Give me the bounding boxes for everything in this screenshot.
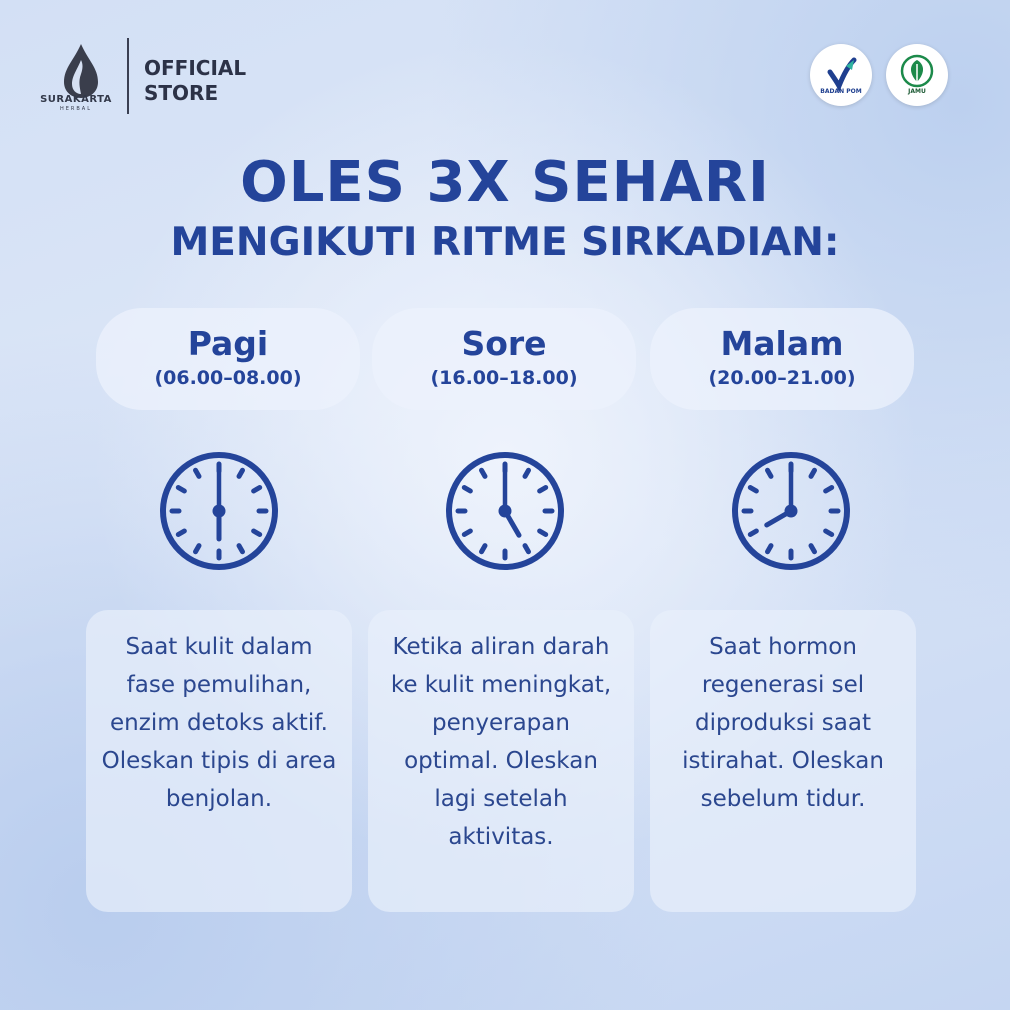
period-time: (16.00–18.00) [430,367,578,389]
clock-tick [826,531,832,535]
badan-pom-badge [810,44,872,106]
period-pill-malam [650,308,914,410]
clock-tick [196,470,200,476]
clock-tick [768,470,772,476]
period-pill-sore [372,308,636,410]
clock-center [499,505,512,518]
clock-center [213,505,226,518]
clock-tick [525,546,529,552]
store-line-2: STORE [144,81,219,105]
clock-tick [178,488,184,492]
clock-center [785,505,798,518]
clock-tick [239,470,243,476]
period-name: Sore [461,324,547,363]
clock-tick [254,531,260,535]
clock-icon [157,449,281,573]
jamu-label: JAMU [908,88,926,95]
store-line-1: OFFICIAL [144,56,247,80]
period-time: (06.00–08.00) [154,367,302,389]
clock-tick [464,488,470,492]
clock-tick [768,546,772,552]
clock-tick [178,531,184,535]
clock-tick [811,470,815,476]
period-pill-pagi [96,308,360,410]
description-text: Saat hormon regenerasi sel diproduksi saat istirahat. Oleskan sebelum tidur. [682,634,884,812]
clock-tick [464,531,470,535]
clock-tick [540,531,546,535]
period-name: Pagi [187,324,269,363]
official-store-label [144,56,246,106]
clock-tick [540,488,546,492]
description-card-pagi [86,610,352,912]
clock-icon [729,449,853,573]
clock-tick [254,488,260,492]
clock-tick [811,546,815,552]
logo-subtitle: HERBAL [59,106,93,112]
description-text: Ketika aliran darah ke kulit meningkat, penyerapan optimal. Oleskan lagi setelah aktivitas. [390,634,612,850]
clock-tick [482,546,486,552]
clock-icon [443,449,567,573]
jamu-badge [886,44,948,106]
clock-tick [826,488,832,492]
brand-divider [127,38,129,114]
jamu-leaf-icon [886,44,948,106]
clock-tick [239,546,243,552]
clock-tick [196,546,200,552]
headline-main: OLES 3X SEHARI [240,150,770,215]
badan-pom-label: BADAN POM [820,88,862,95]
headline-sub: MENGIKUTI RITME SIRKADIAN: [170,220,840,265]
description-card-sore [368,610,634,912]
clock-tick [482,470,486,476]
description-card-malam [650,610,916,912]
bpom-check-icon [810,44,872,106]
period-time: (20.00–21.00) [708,367,856,389]
period-name: Malam [720,324,844,363]
logo-name: SURAKARTA [40,94,112,105]
clock-tick [525,470,529,476]
clock-tick [750,531,756,535]
description-text: Saat kulit dalam fase pemulihan, enzim detoks aktif. Oleskan tipis di area benjolan. [101,634,337,812]
clock-tick [750,488,756,492]
